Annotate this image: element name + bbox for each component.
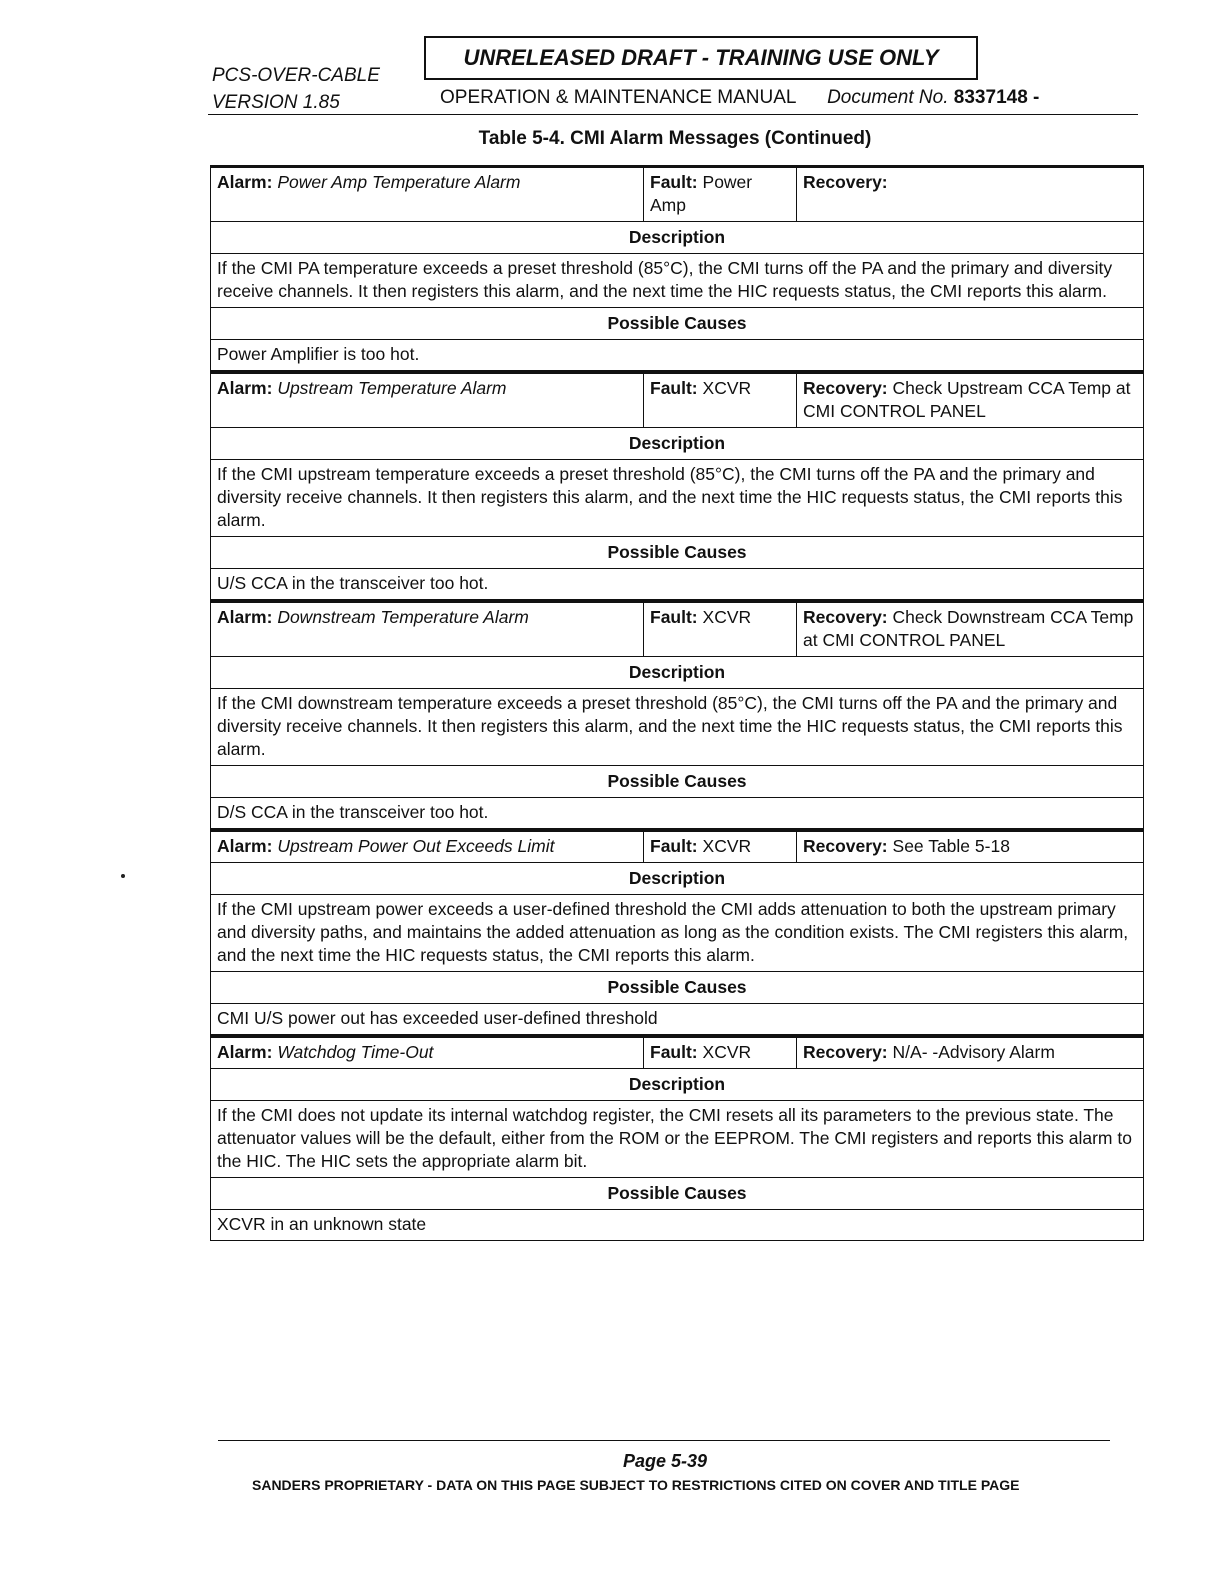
alarm-block [210,165,1144,371]
description-heading: Description [211,1069,1144,1101]
recovery-label: Recovery: [803,172,888,192]
recovery-label: Recovery: [803,607,888,627]
recovery-label: Recovery: [803,378,888,398]
alarm-label: Alarm: [217,836,273,856]
possible-causes-heading: Possible Causes [211,308,1144,340]
alarm-cell [211,602,644,657]
scan-speck [121,874,125,878]
description-heading: Description [211,428,1144,460]
product-name: PCS-OVER-CABLE [212,65,380,86]
recovery-cell [797,373,1144,428]
recovery-label: Recovery: [803,836,888,856]
product-version: VERSION 1.85 [212,92,340,113]
fault-cell [644,602,797,657]
alarm-block [210,371,1144,600]
fault-value: XCVR [702,378,752,398]
fault-label: Fault: [650,836,698,856]
alarm-header-row [211,373,1144,428]
alarm-header-row [211,602,1144,657]
alarm-cell [211,167,644,222]
description-text: If the CMI downstream temperature exceeds a preset threshold (85°C), the CMI turns off the PA and the primary and diversity receive channels. It then registers this alarm, and the next time the HIC requests status, the CMI reports this alarm. [211,689,1144,766]
description-heading: Description [211,863,1144,895]
alarm-label: Alarm: [217,172,273,192]
table-title: Table 5-4. CMI Alarm Messages (Continued) [478,128,872,149]
manual-title: OPERATION & MAINTENANCE MANUAL [440,87,796,108]
recovery-value: Check Downstream CCA Temp at CMI CONTROL PANEL [803,607,1134,650]
alarm-name: Downstream Temperature Alarm [277,607,529,627]
recovery-cell [797,602,1144,657]
possible-causes-heading: Possible Causes [211,537,1144,569]
header-divider [208,114,1138,115]
recovery-value: See Table 5-18 [892,836,1010,856]
recovery-label: Recovery: [803,1042,888,1062]
alarm-block [210,1035,1144,1241]
alarm-cell [211,373,644,428]
proprietary-notice: SANDERS PROPRIETARY - DATA ON THIS PAGE SUBJECT TO RESTRICTIONS CITED ON COVER AND TITLE PAGE [252,1477,1020,1493]
recovery-value: Check Upstream CCA Temp at CMI CONTROL PANEL [803,378,1131,421]
fault-cell [644,167,797,222]
header-left [212,62,380,116]
possible-causes-text: Power Amplifier is too hot. [211,340,1144,371]
fault-label: Fault: [650,172,698,192]
alarm-header-row [211,1037,1144,1069]
description-heading: Description [211,657,1144,689]
document-number-value: 8337148 - [953,87,1040,108]
description-text: If the CMI upstream power exceeds a user-defined threshold the CMI adds attenuation to both the upstream primary and diversity paths, and maintains the added attenuation as long as the condition exists. The CMI registers this alarm, and the next time the HIC requests status, the CMI reports this alarm. [211,895,1144,972]
recovery-cell [797,167,1144,222]
fault-label: Fault: [650,378,698,398]
footer-divider [218,1440,1110,1441]
draft-notice: UNRELEASED DRAFT - TRAINING USE ONLY [424,36,978,80]
recovery-cell [797,1037,1144,1069]
alarm-name: Watchdog Time-Out [277,1042,434,1062]
alarm-name: Power Amp Temperature Alarm [277,172,521,192]
document-number-label: Document No. [827,87,949,108]
alarm-block [210,829,1144,1035]
alarm-name: Upstream Temperature Alarm [277,378,507,398]
recovery-cell [797,831,1144,863]
description-text: If the CMI does not update its internal watchdog register, the CMI resets all its parameters to the previous state. The attenuator values will be the default, either from the ROM or the EEPROM. The CMI registers and reports this alarm to the HIC. The HIC sets the appropriate alarm bit. [211,1101,1144,1178]
description-text: If the CMI upstream temperature exceeds a preset threshold (85°C), the CMI turns off the PA and the primary and diversity receive channels. It then registers this alarm, and the next time the HIC requests status, the CMI reports this alarm. [211,460,1144,537]
recovery-value: N/A- -Advisory Alarm [892,1042,1055,1062]
alarm-block [210,600,1144,829]
alarm-label: Alarm: [217,607,273,627]
fault-cell [644,1037,797,1069]
fault-value: Power Amp [650,172,753,215]
possible-causes-text: XCVR in an unknown state [211,1210,1144,1241]
possible-causes-text: D/S CCA in the transceiver too hot. [211,798,1144,829]
alarm-header-row [211,831,1144,863]
header-right [440,84,1039,111]
alarm-label: Alarm: [217,1042,273,1062]
alarm-cell [211,831,644,863]
possible-causes-heading: Possible Causes [211,766,1144,798]
fault-value: XCVR [702,607,752,627]
description-text: If the CMI PA temperature exceeds a preset threshold (85°C), the CMI turns off the PA and the primary and diversity receive channels. It then registers this alarm, and the next time the HIC requests status, the CMI reports this alarm. [211,254,1144,308]
alarm-header-row [211,167,1144,222]
description-heading: Description [211,222,1144,254]
possible-causes-text: U/S CCA in the transceiver too hot. [211,569,1144,600]
fault-cell [644,831,797,863]
fault-label: Fault: [650,607,698,627]
alarm-cell [211,1037,644,1069]
alarm-label: Alarm: [217,378,273,398]
possible-causes-heading: Possible Causes [211,1178,1144,1210]
possible-causes-text: CMI U/S power out has exceeded user-defined threshold [211,1004,1144,1035]
fault-cell [644,373,797,428]
fault-value: XCVR [702,1042,752,1062]
fault-label: Fault: [650,1042,698,1062]
alarm-table [210,165,1144,1241]
fault-value: XCVR [702,836,752,856]
page-number: Page 5-39 [622,1451,708,1471]
possible-causes-heading: Possible Causes [211,972,1144,1004]
alarm-name: Upstream Power Out Exceeds Limit [277,836,555,856]
